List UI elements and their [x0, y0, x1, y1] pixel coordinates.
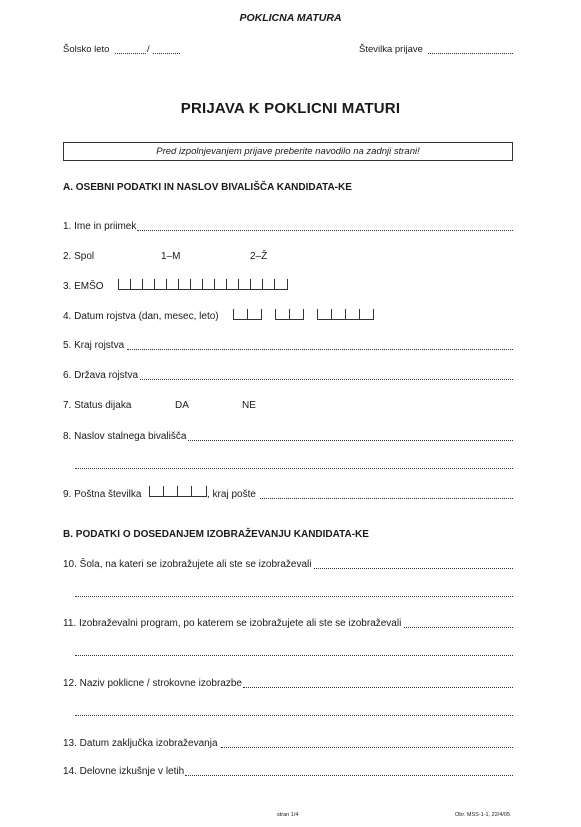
postal-code-label: 9. Poštna številka — [63, 489, 142, 500]
post-office-label: , kraj pošte — [207, 489, 256, 500]
page-title: PRIJAVA K POKLICNI MATURI — [180, 100, 401, 117]
program-label: 11. Izobraževalni program, po katerem se izobražujete ali ste se izobraževali — [63, 618, 402, 629]
application-number-label: Številka prijave — [359, 44, 423, 55]
dob-label: 4. Datum rojstva (dan, mesec, leto) — [63, 311, 219, 322]
work-experience-label: 14. Delovne izkušnje v letih — [63, 766, 185, 777]
program-field-line1[interactable] — [404, 627, 513, 628]
emso-label: 3. EMŠO — [63, 281, 104, 292]
qualification-field-line1[interactable] — [243, 687, 513, 688]
address-label: 8. Naslov stalnega bivališča — [63, 431, 187, 442]
school-label: 10. Šola, na kateri se izobražujete ali ste se izobraževali — [63, 559, 312, 570]
school-year-label: Šolsko leto — [63, 44, 110, 55]
student-status-yes[interactable]: DA — [175, 400, 189, 411]
school-field-line2[interactable] — [75, 596, 513, 597]
country-field[interactable] — [140, 379, 513, 380]
student-status-no[interactable]: NE — [242, 400, 256, 411]
section-a-heading: A. OSEBNI PODATKI IN NASLOV BIVALIŠČA KANDIDATA-KE — [63, 182, 352, 193]
dob-year-boxes[interactable] — [317, 309, 374, 320]
form-code: Obr. MSS-1-1, 22/4/05 — [455, 812, 511, 818]
document-header-title: POKLICNA MATURA — [239, 12, 342, 24]
student-status-label: 7. Status dijaka — [63, 400, 132, 411]
name-label: 1. Ime in priimek — [63, 221, 137, 232]
emso-boxes[interactable] — [118, 279, 288, 290]
address-field-line1[interactable] — [188, 440, 513, 441]
country-label: 6. Država rojstva — [63, 370, 139, 381]
school-year-end-field[interactable] — [153, 53, 180, 54]
application-number-field[interactable] — [428, 53, 513, 54]
name-field[interactable] — [137, 230, 513, 231]
completion-date-field[interactable] — [221, 747, 513, 748]
address-field-line2[interactable] — [75, 468, 513, 469]
dob-month-boxes[interactable] — [275, 309, 304, 320]
instructions-notice: Pred izpolnjevanjem prijave preberite navodilo na zadnji strani! — [63, 142, 513, 161]
completion-date-label: 13. Datum zaključka izobraževanja — [63, 738, 218, 749]
qualification-label: 12. Naziv poklicne / strokovne izobrazbe — [63, 678, 242, 689]
sex-option-female[interactable]: 2–Ž — [250, 251, 268, 262]
school-year-start-field[interactable] — [115, 53, 146, 54]
birthplace-field[interactable] — [127, 349, 513, 350]
qualification-field-line2[interactable] — [75, 715, 513, 716]
school-year-separator: / — [147, 44, 150, 55]
post-office-field[interactable] — [260, 498, 513, 499]
work-experience-field[interactable] — [185, 775, 513, 776]
page-number: stran 1/4 — [277, 812, 299, 818]
program-field-line2[interactable] — [75, 655, 513, 656]
school-field-line1[interactable] — [314, 568, 513, 569]
sex-option-male[interactable]: 1–M — [161, 251, 181, 262]
sex-label: 2. Spol — [63, 251, 95, 262]
birthplace-label: 5. Kraj rojstva — [63, 340, 125, 351]
dob-day-boxes[interactable] — [233, 309, 262, 320]
section-b-heading: B. PODATKI O DOSEDANJEM IZOBRAŽEVANJU KANDIDATA-KE — [63, 529, 369, 540]
postal-code-boxes[interactable] — [149, 486, 207, 497]
